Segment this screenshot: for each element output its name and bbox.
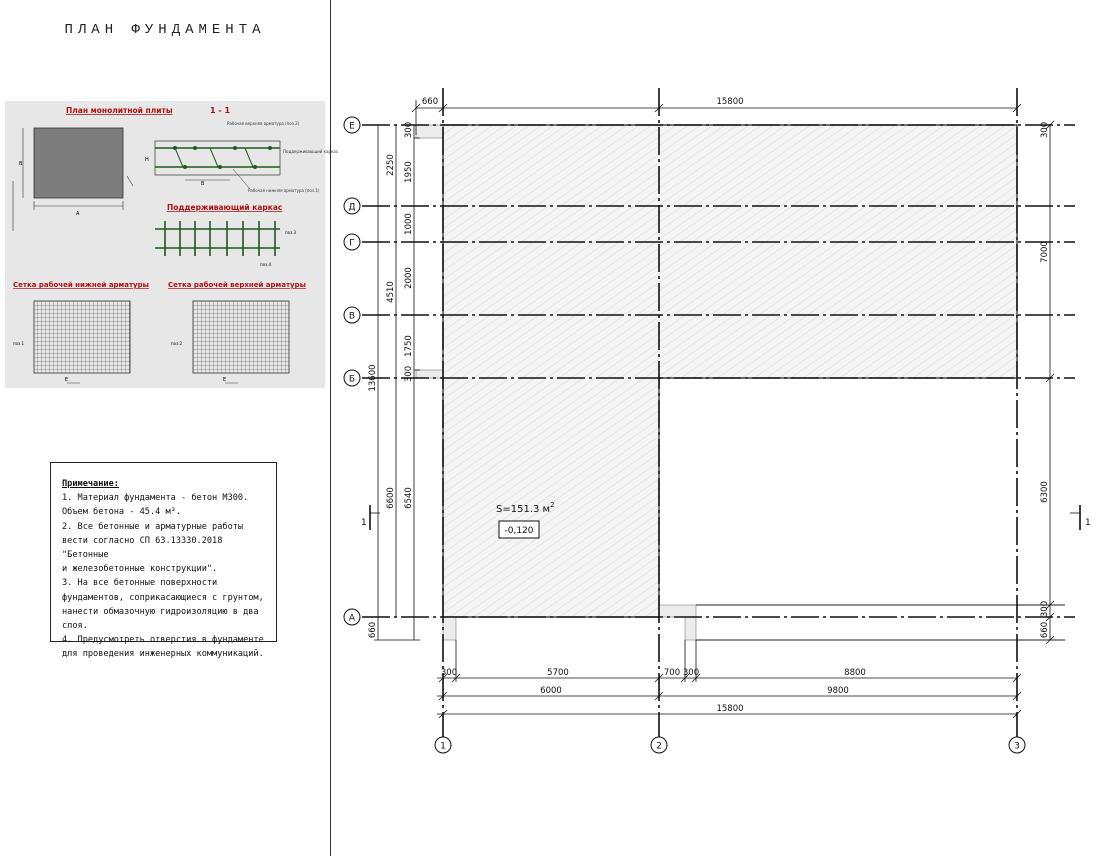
dim-left: 2250 xyxy=(386,154,396,176)
note-line: для проведения инженерных коммуникаций. xyxy=(62,649,264,660)
area-label xyxy=(496,501,555,515)
dim-bottom: 9800 xyxy=(827,686,849,696)
axis-label: Е xyxy=(349,121,355,132)
dim-right: 300 xyxy=(1040,121,1050,139)
note-frame: Поддерживающий каркас xyxy=(283,149,339,154)
dim-left: 1750 xyxy=(404,335,414,357)
section-cut-right xyxy=(1070,505,1080,530)
note-line: нанести обмазочную гидроизоляцию в два xyxy=(62,606,259,617)
note-line: и железобетонные конструкции". xyxy=(62,564,218,575)
section-cut-left xyxy=(370,505,380,530)
axis-label: 3 xyxy=(1014,741,1020,752)
note-line: вести согласно СП 63.13330.2018 "Бетонные xyxy=(62,535,223,561)
mesh-bottom-pos: поз.1 xyxy=(13,341,25,346)
mesh-bottom-e: Е xyxy=(65,377,69,383)
note-line: Объем бетона - 45.4 м³. xyxy=(62,507,181,518)
dim-bottom: 700 xyxy=(663,668,681,678)
frame-pos3: поз.3 xyxy=(285,230,297,235)
slab-plan-title: План монолитной плиты xyxy=(66,106,173,115)
note-line: 1. Материал фундамента - бетон М300. xyxy=(62,493,249,504)
dim-left: 6600 xyxy=(386,487,396,509)
axis-label: В xyxy=(348,311,356,322)
dim-left: 2000 xyxy=(404,267,414,289)
note-line: 2. Все бетонные и арматурные работы xyxy=(62,521,244,532)
axis-label: Г xyxy=(349,238,355,249)
slab-outline xyxy=(443,125,1017,617)
frame-title: Поддерживающий каркас xyxy=(167,203,283,212)
axis-label: Д xyxy=(348,202,356,213)
mesh-bottom-title: Сетка рабочей нижней арматуры xyxy=(13,281,149,289)
dim-bottom: 6000 xyxy=(540,686,562,696)
slab-dim-b: В xyxy=(19,161,23,167)
dim-left: 300 xyxy=(404,365,414,383)
dim-left: 660 xyxy=(368,621,378,639)
dim-left: 4510 xyxy=(386,281,396,303)
area-value: S=151.3 м xyxy=(496,504,551,515)
dim-top: 660 xyxy=(421,97,439,107)
dim-top: 15800 xyxy=(716,97,744,107)
dim-right: 6300 xyxy=(1040,481,1050,503)
dim-bottom: 300 xyxy=(682,668,700,678)
number-axis-markers xyxy=(435,737,1025,753)
dim-left: 300 xyxy=(404,121,414,139)
note-bottom-rebar: Рабочая нижняя арматура (поз.1) xyxy=(248,188,320,193)
section-title: 1 - 1 xyxy=(210,106,231,115)
slab-dim-a: А xyxy=(76,211,80,217)
note-line: 4. Предусмотреть отверстия в фундаменте xyxy=(62,635,264,646)
letter-axis-markers xyxy=(344,117,360,625)
note-line: фундаментов, соприкасающиеся с грунтом, xyxy=(62,592,264,603)
dim-left: 1000 xyxy=(404,213,414,235)
dim-bottom-total: 15800 xyxy=(716,704,744,714)
axis-label: Б xyxy=(348,374,356,385)
mesh-top-e: Е xyxy=(223,377,227,383)
note-line: слоя. xyxy=(62,621,88,632)
section-mark-left: 1 xyxy=(361,518,367,528)
mesh-top-title: Сетка рабочей верхней арматуры xyxy=(168,281,306,289)
dim-left: 6540 xyxy=(404,487,414,509)
section-b-label: В xyxy=(201,181,205,187)
section-mark-right: 1 xyxy=(1085,518,1091,528)
dim-bottom: 8800 xyxy=(844,668,866,678)
axis-label: 2 xyxy=(656,741,662,752)
axis-label: 1 xyxy=(440,741,446,752)
dim-bottom: 300 xyxy=(440,668,458,678)
dim-bottom: 5700 xyxy=(547,668,569,678)
mesh-top-pos: поз.2 xyxy=(171,341,183,346)
notes-heading: Примечание: xyxy=(62,479,119,489)
section-height-label: Н xyxy=(145,157,149,163)
frame-pos4: поз.4 xyxy=(260,262,272,267)
level-mark: -0,120 xyxy=(504,526,534,536)
note-line: 3. На все бетонные поверхности xyxy=(62,578,218,589)
axis-label: А xyxy=(348,613,356,624)
right-dimension-lines xyxy=(1046,121,1054,644)
dim-right: 660 xyxy=(1040,621,1050,639)
note-top-rebar: Рабочая верхняя арматура (поз.2) xyxy=(227,121,300,126)
dim-right: 300 xyxy=(1040,600,1050,618)
area-unit-sup: 2 xyxy=(550,501,555,509)
dim-right: 7000 xyxy=(1040,241,1050,263)
dim-left: 1950 xyxy=(404,161,414,183)
page-title: ПЛАН ФУНДАМЕНТА xyxy=(64,22,266,38)
dim-left: 13600 xyxy=(368,364,378,392)
